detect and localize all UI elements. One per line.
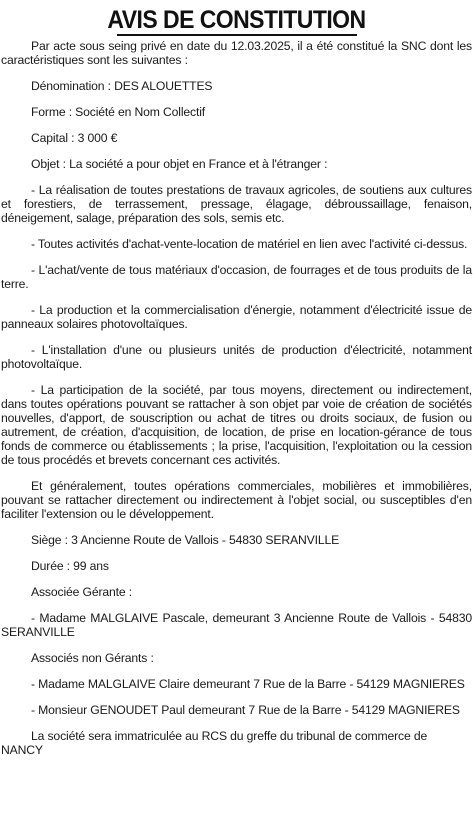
associes-non-gerants-heading: Associés non Gérants : [31,651,154,665]
notice-body [1,39,472,757]
immatriculation-line: La société sera immatriculée au RCS du greffe du tribunal de commerce de NANCY [1,729,428,757]
notice-title: AVIS DE CONSTITUTION [107,6,366,34]
objet-line: Objet : La société a pour objet en France et à l'étranger : [31,157,328,171]
intro-paragraph: Par acte sous seing privé en date du 12.03.2025, il a été constitué la SNC dont les caractéristiques sont les suivantes : [1,39,472,67]
siege-line: Siège : 3 Ancienne Route de Vallois - 54830 SERANVILLE [31,533,340,547]
objet-item-travaux: - La réalisation de toutes prestations de travaux agricoles, de soutiens aux cultures et forestiers, de terrassement, pressage, élagage, débroussaillage, fenaison, déneigement, salage, préparation des sols, semis etc. [1,183,472,225]
associe-item-claire: - Madame MALGLAIVE Claire demeurant 7 Rue de la Barre - 54129 MAGNIERES [31,677,465,691]
objet-item-materiel: - Toutes activités d'achat-vente-location de matériel en lien avec l'activité ci-dessus. [31,237,468,251]
objet-item-materiaux: - L'achat/vente de tous matériaux d'occasion, de fourrages et de tous produits de la terre. [1,263,472,291]
capital-line: Capital : 3 000 € [31,131,118,145]
title-underline [117,34,357,36]
general-paragraph: Et généralement, toutes opérations commerciales, mobilières et immobilières, pouvant se rattacher directement ou indirectement à l'objet social, ou susceptibles d'en faciliter l'extension ou le développement. [1,479,472,521]
forme-line: Forme : Société en Nom Collectif [31,105,206,119]
associee-gerante-heading: Associée Gérante : [31,585,132,599]
associe-item-paul: - Monsieur GENOUDET Paul demeurant 7 Rue de la Barre - 54129 MAGNIERES [31,703,460,717]
objet-item-energie: - La production et la commercialisation d'énergie, notamment d'électricité issue de panneaux solaires photovoltaïques. [1,303,472,331]
denomination-line: Dénomination : DES ALOUETTES [31,79,213,93]
objet-item-installation: - L'installation d'une ou plusieurs unités de production d'électricité, notamment photovoltaïque. [1,343,472,371]
objet-item-participation: - La participation de la société, par tous moyens, directement ou indirectement, dans toutes opérations pouvant se rattacher à son objet par voie de création de sociétés nouvelles, d'apport, de souscription ou achat de titres ou droits sociaux, de fusion ou autrement, de création, d'acquisition, de location, de prise en location-gérance de tous fonds de commerce ou établissements ; la prise, l'acquisition, l'exploitation ou la cession de tous procédés et brevets concernant ces activités. [1,383,472,467]
associee-gerante-item: - Madame MALGLAIVE Pascale, demeurant 3 Ancienne Route de Vallois - 54830 SERANVILLE [1,611,472,639]
duree-line: Durée : 99 ans [31,559,109,573]
